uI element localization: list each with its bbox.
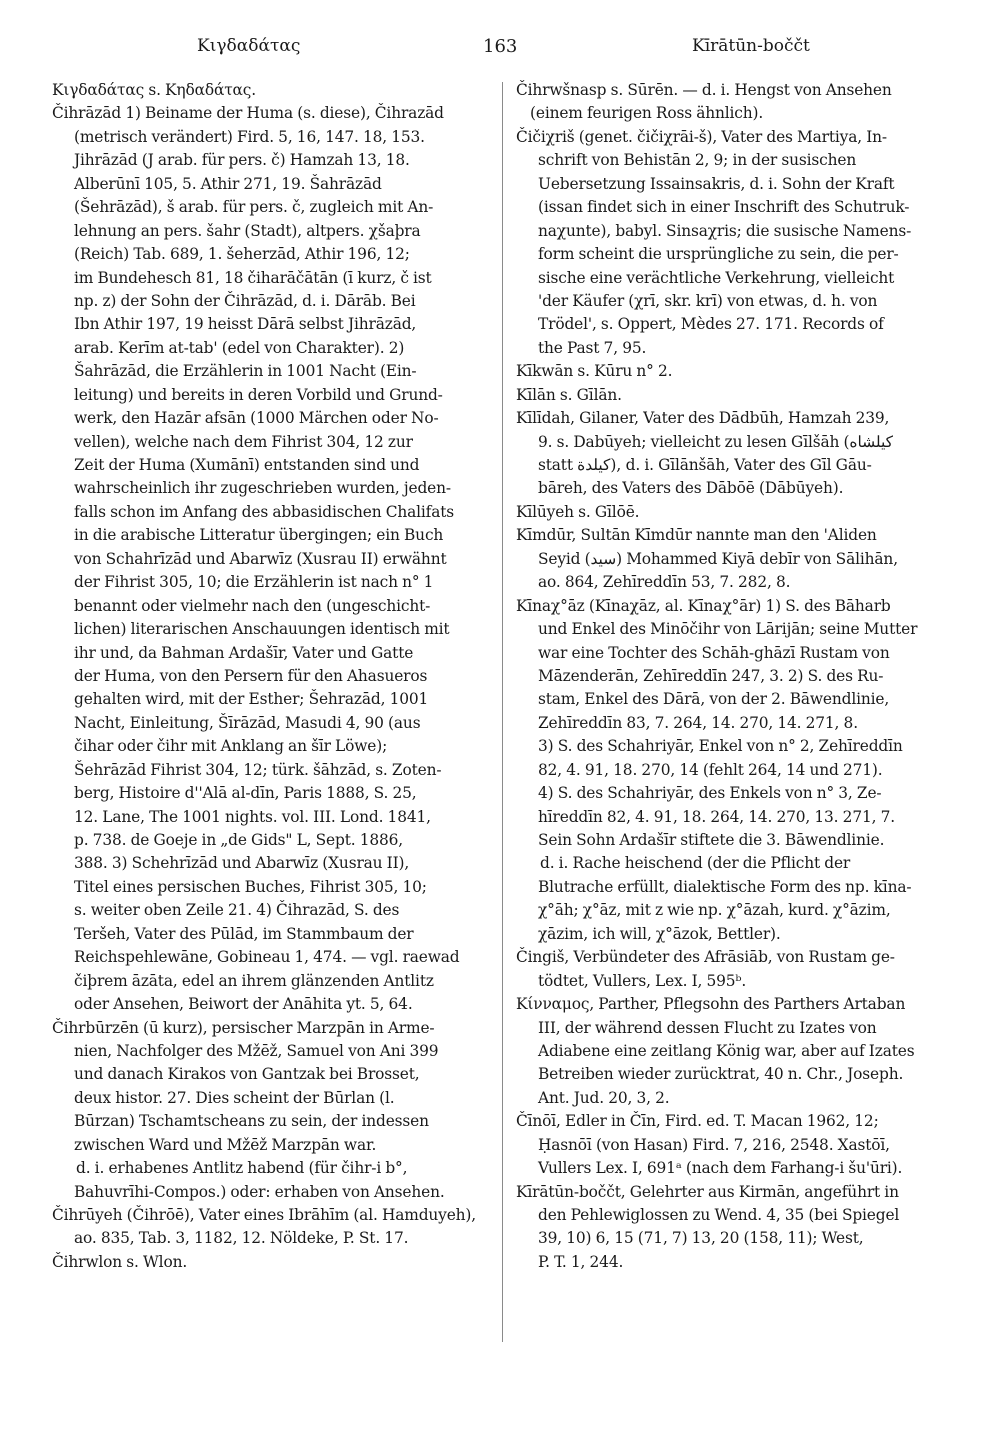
entry-line: tödtet, Vullers, Lex. I, 595ᵇ. — [538, 971, 747, 990]
entry-headline: Kīmdūr, Sultān Kīmdūr nannte man den 'Aliden — [516, 526, 877, 545]
entry-line: 82, 4. 91, 18. 270, 14 (fehlt 264, 14 und 271). — [538, 760, 883, 779]
running-header — [52, 36, 952, 66]
entry-headline: Kīlān s. Gīlān. — [516, 385, 622, 404]
entry-line: χāzim, ich will, χ°āzok, Bettler). — [538, 924, 781, 943]
entry-headline: Čihrbūrzēn (ū kurz), persischer Marzpān in Arme- — [52, 1018, 435, 1037]
entry-line: d. i. erhabenes Antlitz habend (für čihr-i b°, — [76, 1159, 408, 1178]
entry-headline: Kīkwān s. Kūru n° 2. — [516, 362, 673, 381]
entry-line: Ḥasnōī (von Hasan) Fird. 7, 216, 2548. Xastōī, — [538, 1135, 890, 1154]
entry-headline: Kīlīdah, Gilaner, Vater des Dādbūh, Hamzah 239, — [516, 409, 890, 428]
entry-line: vellen), welche nach dem Fihrist 304, 12 zur — [74, 432, 413, 451]
entry-line: Ant. Jud. 20, 3, 2. — [538, 1088, 670, 1107]
entry-line: 'der Käufer (χrī, skr. krī) von etwas, d. h. von — [538, 291, 878, 310]
entry-line: Adiabene eine zeitlang König war, aber auf Izates — [538, 1041, 915, 1060]
entry-line: gehalten wird, mit der Esther; Šehrazād, 1001 — [74, 690, 429, 709]
entry-line: naχunte), babyl. Sinsaχris; die susische Namens- — [538, 221, 912, 240]
entry-line: ao. 835, Tab. 3, 1182, 12. Nöldeke, P. St. 17. — [74, 1229, 409, 1248]
entry-line: np. z) der Sohn der Čihrāzād, d. i. Dārāb. Bei — [74, 291, 416, 310]
entry-headline: Čingiš, Verbündeter des Afrāsiāb, von Rustam ge- — [516, 948, 895, 967]
entry-line: Vullers Lex. I, 691ᵃ (nach dem Farhang-i šu'ūri). — [538, 1159, 903, 1178]
entry-line: Uebersetzung Issainsakris, d. i. Sohn der Kraft — [538, 174, 895, 193]
entry-line: čihar oder čihr mit Anklang an šīr Löwe); — [74, 737, 388, 756]
header-left-catchword: Κιγδαδάτας — [197, 36, 301, 56]
entry-line: 9. s. Dabūyeh; vielleicht zu lesen Gīlšāh (كيلشاه — [538, 432, 893, 451]
entry-headline: Κιγδαδάτας s. Κηδαδάτας. — [52, 81, 257, 99]
page-number: 163 — [483, 36, 518, 57]
entry-line: Zehīreddīn 83, 7. 264, 14. 270, 14. 271, 8. — [538, 713, 858, 732]
entry-headline: Čihrāzād 1) Beiname der Huma (s. diese), Čihrazād — [52, 104, 444, 123]
entry-headline: Kīnaχ°āz (Kīnaχāz, al. Kīnaχ°ār) 1) S. des Bāharb — [516, 596, 891, 615]
entry-line: 12. Lane, The 1001 nights. vol. III. Lond. 1841, — [74, 807, 431, 826]
entry-line: Bahuvrīhi-Compos.) oder: erhaben von Ansehen. — [74, 1182, 445, 1201]
entry-line: Nacht, Einleitung, Šīrāzād, Masudi 4, 90 (aus — [74, 713, 421, 732]
entry-line: stam, Enkel des Dārā, von der 2. Bāwendlinie, — [538, 690, 890, 709]
entry-line: Seyid (سيد) Mohammed Kiyā debīr von Sālihān, — [538, 549, 898, 568]
entry-headline: Kīlūyeh s. Gīlōē. — [516, 502, 640, 521]
entry-line: čiþrem āzāta, edel an ihrem glänzenden Antlitz — [74, 971, 434, 990]
entry-line: Titel eines persischen Buches, Fihrist 305, 10; — [74, 877, 427, 896]
entry-line: Alberūnī 105, 5. Athir 271, 19. Šahrāzād — [74, 174, 382, 193]
entry-headline: Kīrātūn-boččt, Gelehrter aus Kirmān, angeführt in — [516, 1182, 899, 1201]
entry-line: Māzenderān, Zehīreddīn 247, 3. 2) S. des Ru- — [538, 666, 884, 685]
entry-headline: Čihrūyeh (Čihrōē), Vater eines Ibrāhīm (al. Hamduyeh), — [52, 1206, 477, 1224]
entry-line: war eine Tochter des Schāh-ghāzī Rustam von — [538, 643, 890, 662]
entry-line: P. T. 1, 244. — [538, 1252, 624, 1271]
entry-headline: Čihrwšnasp s. Sūrēn. — d. i. Hengst von Ansehen — [516, 81, 892, 99]
entry-line: ao. 864, Zehīreddīn 53, 7. 282, 8. — [538, 573, 791, 592]
entry-line: sische eine verächtliche Verkehrung, vielleicht — [538, 268, 895, 287]
entry-line: Šehrāzād Fihrist 304, 12; türk. šāhzād, s. Zoten- — [74, 760, 442, 779]
entry-line: Reichspehlewāne, Gobineau 1, 474. — vgl. raewad — [74, 948, 460, 967]
entry-line: benannt oder vielmehr nach den (ungeschicht- — [74, 596, 431, 615]
entry-line: (Šehrāzād), š arab. für pers. č, zugleich mit An- — [74, 198, 434, 217]
entry-line: d. i. Rache heischend (der die Pflicht der — [540, 854, 851, 873]
entry-line: Šahrāzād, die Erzählerin in 1001 Nacht (Ein- — [74, 362, 417, 381]
entry-line: und Enkel des Minōčihr von Lārijān; seine Mutter — [538, 620, 918, 639]
entry-line: Teršeh, Vater des Pūlād, im Stammbaum der — [74, 924, 414, 943]
entry-line: den Pehlewiglossen zu Wend. 4, 35 (bei Spiegel — [538, 1206, 900, 1224]
entry-line: bāreh, des Vaters des Dābōē (Dābūyeh). — [538, 479, 844, 498]
entry-line: falls schon im Anfang des abbasidischen Chalifats — [74, 502, 455, 521]
header-right-catchword: Kīrātūn-boččt — [692, 36, 810, 56]
entry-line: (Reich) Tab. 689, 1. šeherzād, Athir 196, 12; — [74, 245, 410, 264]
entry-line: leitung) und bereits in deren Vorbild und Grund- — [74, 385, 443, 404]
entry-line: ihr und, da Bahman Ardašīr, Vater und Gatte — [74, 643, 414, 662]
entry-line: schrift von Behistān 2, 9; in der susischen — [538, 151, 857, 170]
entry-line: the Past 7, 95. — [538, 338, 647, 357]
entry-line: berg, Histoire d''Alā al-dīn, Paris 1888, S. 25, — [74, 784, 417, 803]
right-column — [516, 79, 957, 1274]
entry-line: in die arabische Litteratur übergingen; ein Buch — [74, 526, 444, 545]
entry-line: form scheint die ursprüngliche zu sein, die per- — [538, 245, 899, 264]
entry-line: lichen) literarischen Anschauungen identisch mit — [74, 620, 450, 639]
entry-line: 39, 10) 6, 15 (71, 7) 13, 20 (158, 11); West, — [538, 1229, 864, 1248]
entry-line: lehnung an pers. šahr (Stadt), altpers. χšaþra — [74, 221, 421, 240]
entry-line: Ibn Athir 197, 19 heisst Dārā selbst Jihrāzād, — [74, 315, 417, 334]
entry-line: oder Ansehen, Beiwort der Anāhita yt. 5, 64. — [74, 995, 413, 1014]
entry-headline: Čičiχriš (genet. čičiχrāi-š), Vater des Martiya, In- — [516, 127, 887, 146]
entry-line: statt كيلدة), d. i. Gīlānšāh, Vater des Gīl Gāu- — [538, 456, 872, 474]
entry-line: Zeit der Huma (Xumānī) entstanden sind und — [74, 456, 420, 474]
entry-line: nien, Nachfolger des Mžēž, Samuel von Ani 399 — [74, 1041, 439, 1060]
entry-line: Būrzan) Tschamtscheans zu sein, der indessen — [74, 1112, 429, 1131]
entry-line: (einem feurigen Ross ähnlich). — [530, 104, 764, 123]
entry-line: arab. Kerīm at-tab' (edel von Charakter). 2) — [74, 338, 405, 357]
entry-line: 388. 3) Schehrīzād und Abarwīz (Xusrau II), — [74, 854, 410, 873]
entry-line: 4) S. des Schahriyār, des Enkels von n° 3, Ze- — [538, 784, 882, 803]
entry-line: der Huma, von den Persern für den Ahasueros — [74, 666, 428, 685]
left-column — [52, 79, 493, 1274]
entry-line: χ°āh; χ°āz, mit z wie np. χ°āzah, kurd. χ°āzim, — [538, 901, 891, 920]
entry-line: (metrisch verändert) Fird. 5, 16, 147. 18, 153. — [74, 127, 425, 146]
entry-line: Blutrache erfüllt, dialektische Form des np. kīna- — [538, 877, 912, 896]
entry-line: hīreddīn 82, 4. 91, 18. 264, 14. 270, 13. 271, 7. — [538, 807, 895, 826]
entry-line: deux histor. 27. Dies scheint der Būrlan (l. — [74, 1088, 395, 1107]
entry-headline: Čihrwlon s. Wlon. — [52, 1252, 188, 1271]
entry-line: im Bundehesch 81, 18 čiharāčātān (ī kurz, č ist — [74, 268, 432, 287]
entry-line: der Fihrist 305, 10; die Erzählerin ist nach n° 1 — [74, 573, 434, 592]
entry-headline: Čīnōī, Edler in Čīn, Fird. ed. T. Macan 1962, 12; — [516, 1112, 879, 1131]
entry-line: werk, den Hazār afsān (1000 Märchen oder No- — [74, 409, 439, 428]
entry-line: s. weiter oben Zeile 21. 4) Čihrazād, S. des — [74, 901, 400, 920]
entry-line: Jihrāzād (J arab. für pers. č) Hamzah 13, 18. — [74, 151, 410, 170]
entry-line: und danach Kirakos von Gantzak bei Brosset, — [74, 1065, 420, 1084]
entry-headline: Κίνναμος, Parther, Pflegsohn des Parthers Artaban — [516, 995, 906, 1014]
entry-line: Sein Sohn Ardašīr stiftete die 3. Bāwendlinie. — [538, 831, 885, 849]
column-divider — [502, 82, 503, 1342]
entry-line: Betreiben wieder zurücktrat, 40 n. Chr., Joseph. — [538, 1065, 904, 1084]
entry-line: Trödel', s. Oppert, Mèdes 27. 171. Records of — [538, 315, 884, 334]
entry-line: wahrscheinlich ihr zugeschrieben wurden, jeden- — [74, 479, 451, 498]
entry-line: zwischen Ward und Mžēž Marzpān war. — [74, 1135, 377, 1154]
entry-line: p. 738. de Goeje in „de Gids" L, Sept. 1886, — [74, 831, 404, 849]
entry-line: von Schahrīzād und Abarwīz (Xusrau II) erwähnt — [74, 549, 447, 568]
entry-line: III, der während dessen Flucht zu Izates von — [538, 1018, 877, 1037]
entry-line: (issan findet sich in einer Inschrift des Schutruk- — [538, 198, 910, 217]
entry-line: 3) S. des Schahriyār, Enkel von n° 2, Zehīreddīn — [538, 737, 903, 756]
